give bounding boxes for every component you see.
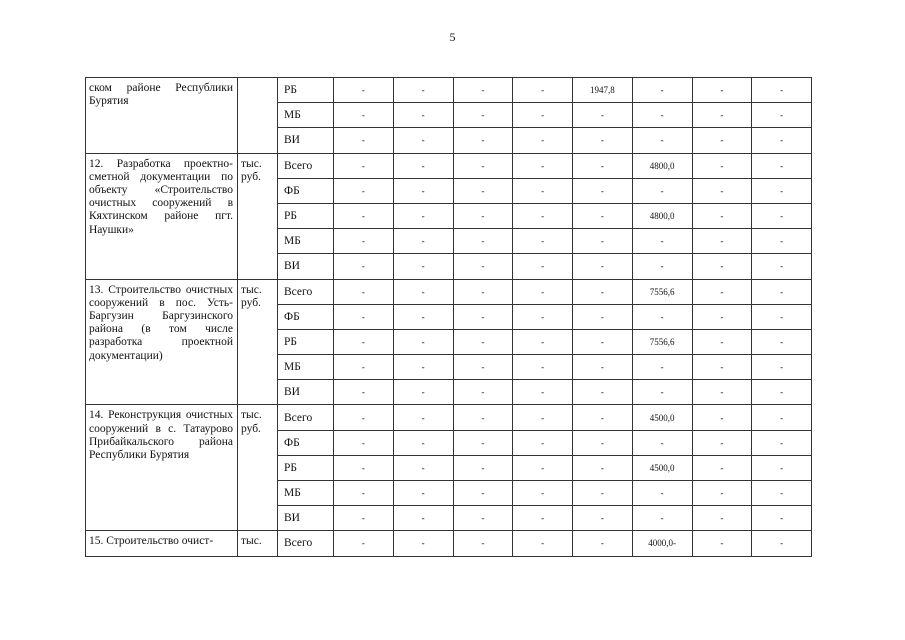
item-name-cell: ском районе Республики Бурятия [86, 78, 238, 154]
value-cell: - [334, 430, 394, 455]
value-cell: - [334, 506, 394, 531]
value-cell: - [393, 254, 453, 279]
funding-source-cell: ФБ [278, 430, 334, 455]
value-cell: - [393, 405, 453, 430]
value-cell: - [692, 531, 752, 556]
value-cell: - [692, 153, 752, 178]
value-cell: - [334, 531, 394, 556]
value-cell: - [632, 103, 692, 128]
value-cell: - [453, 203, 513, 228]
value-cell: - [573, 103, 633, 128]
value-cell: - [393, 279, 453, 304]
value-cell: - [692, 455, 752, 480]
value-cell: - [632, 128, 692, 153]
funding-source-cell: МБ [278, 103, 334, 128]
funding-source-cell: РБ [278, 329, 334, 354]
value-cell: 4500,0 [632, 405, 692, 430]
value-cell: - [692, 103, 752, 128]
unit-cell: тыс. руб. [238, 153, 278, 279]
value-cell: - [393, 506, 453, 531]
value-cell: - [393, 380, 453, 405]
value-cell: - [513, 531, 573, 556]
value-cell: - [752, 153, 812, 178]
value-cell: - [513, 128, 573, 153]
value-cell: - [334, 455, 394, 480]
value-cell: - [393, 430, 453, 455]
value-cell: - [393, 103, 453, 128]
funding-source-cell: ФБ [278, 178, 334, 203]
value-cell: 4500,0 [632, 455, 692, 480]
funding-source-cell: МБ [278, 229, 334, 254]
value-cell: - [752, 355, 812, 380]
value-cell: - [513, 481, 573, 506]
value-cell: - [752, 128, 812, 153]
value-cell: 7556,6 [632, 329, 692, 354]
value-cell: - [334, 128, 394, 153]
value-cell: - [573, 355, 633, 380]
value-cell: - [453, 481, 513, 506]
unit-cell [238, 78, 278, 154]
funding-source-cell: ВИ [278, 254, 334, 279]
value-cell: - [692, 279, 752, 304]
value-cell: - [334, 103, 394, 128]
value-cell: - [513, 254, 573, 279]
value-cell: - [513, 78, 573, 103]
value-cell: - [752, 506, 812, 531]
value-cell: - [513, 203, 573, 228]
value-cell: - [513, 405, 573, 430]
value-cell: - [573, 279, 633, 304]
value-cell: - [393, 78, 453, 103]
value-cell: - [752, 430, 812, 455]
value-cell: - [393, 531, 453, 556]
value-cell: - [573, 178, 633, 203]
funding-source-cell: ВИ [278, 380, 334, 405]
value-cell: - [692, 430, 752, 455]
value-cell: - [573, 203, 633, 228]
value-cell: - [632, 178, 692, 203]
value-cell: - [453, 229, 513, 254]
funding-source-cell: Всего [278, 531, 334, 556]
funding-source-cell: РБ [278, 203, 334, 228]
value-cell: - [393, 455, 453, 480]
value-cell: - [632, 229, 692, 254]
value-cell: - [393, 355, 453, 380]
value-cell: - [752, 229, 812, 254]
value-cell: - [752, 329, 812, 354]
value-cell: - [632, 355, 692, 380]
table-row [86, 78, 812, 103]
value-cell: - [393, 128, 453, 153]
value-cell: - [692, 355, 752, 380]
value-cell: 4800,0 [632, 153, 692, 178]
value-cell: - [692, 78, 752, 103]
item-name-cell: 15. Строительство очист- [86, 531, 238, 556]
value-cell: 7556,6 [632, 279, 692, 304]
value-cell: - [513, 430, 573, 455]
value-cell: - [453, 355, 513, 380]
value-cell: - [513, 153, 573, 178]
value-cell: - [752, 254, 812, 279]
value-cell: - [573, 304, 633, 329]
item-name-cell: 14. Реконструкция очистных сооружений в с. Татаурово Прибайкальского района Республики Бурятия [86, 405, 238, 531]
table-row [86, 279, 812, 304]
unit-cell: тыс. руб. [238, 279, 278, 405]
value-cell: - [453, 506, 513, 531]
value-cell: - [393, 153, 453, 178]
item-name-cell: 13. Строительство очистных сооружений в пос. Усть-Баргузин Баргузинского района (в том числе разработка проектной документации) [86, 279, 238, 405]
table-row [86, 531, 812, 556]
value-cell: - [393, 203, 453, 228]
value-cell: - [513, 380, 573, 405]
value-cell: - [692, 203, 752, 228]
value-cell: - [513, 455, 573, 480]
value-cell: - [752, 78, 812, 103]
value-cell: - [692, 229, 752, 254]
value-cell: - [334, 203, 394, 228]
value-cell: - [752, 380, 812, 405]
value-cell: - [573, 128, 633, 153]
unit-cell: тыс. руб. [238, 405, 278, 531]
value-cell: - [692, 506, 752, 531]
budget-table [85, 77, 812, 557]
value-cell: - [692, 304, 752, 329]
value-cell: 4000,0- [632, 531, 692, 556]
funding-source-cell: РБ [278, 455, 334, 480]
table-row [86, 153, 812, 178]
value-cell: - [513, 178, 573, 203]
value-cell: - [334, 254, 394, 279]
value-cell: - [632, 380, 692, 405]
value-cell: - [334, 279, 394, 304]
value-cell: - [573, 531, 633, 556]
value-cell: - [752, 279, 812, 304]
value-cell: - [573, 254, 633, 279]
value-cell: - [752, 531, 812, 556]
value-cell: - [513, 355, 573, 380]
value-cell: - [453, 405, 513, 430]
value-cell: - [334, 304, 394, 329]
value-cell: - [573, 481, 633, 506]
value-cell: - [453, 329, 513, 354]
item-name-cell: 12. Разработка проектно-сметной документации по объекту «Строительство очистных сооружений в Кяхтинском районе пгт. Наушки» [86, 153, 238, 279]
value-cell: - [453, 103, 513, 128]
value-cell: - [453, 380, 513, 405]
value-cell: - [573, 405, 633, 430]
funding-source-cell: РБ [278, 78, 334, 103]
value-cell: - [692, 481, 752, 506]
value-cell: - [573, 430, 633, 455]
value-cell: - [453, 455, 513, 480]
table-row [86, 405, 812, 430]
funding-source-cell: Всего [278, 405, 334, 430]
value-cell: - [513, 103, 573, 128]
value-cell: - [513, 329, 573, 354]
funding-source-cell: ФБ [278, 304, 334, 329]
value-cell: - [334, 153, 394, 178]
value-cell: - [393, 329, 453, 354]
value-cell: - [453, 153, 513, 178]
value-cell: - [393, 304, 453, 329]
value-cell: - [334, 405, 394, 430]
value-cell: - [453, 128, 513, 153]
value-cell: - [632, 78, 692, 103]
value-cell: - [752, 178, 812, 203]
value-cell: - [573, 506, 633, 531]
value-cell: - [453, 178, 513, 203]
funding-source-cell: ВИ [278, 506, 334, 531]
value-cell: - [453, 531, 513, 556]
value-cell: - [513, 229, 573, 254]
value-cell: - [334, 178, 394, 203]
value-cell: - [573, 455, 633, 480]
value-cell: - [692, 178, 752, 203]
value-cell: - [573, 153, 633, 178]
value-cell: - [393, 229, 453, 254]
value-cell: - [453, 304, 513, 329]
value-cell: 1947,8 [573, 78, 633, 103]
value-cell: - [632, 430, 692, 455]
unit-cell: тыс. [238, 531, 278, 556]
value-cell: - [692, 380, 752, 405]
value-cell: 4800,0 [632, 203, 692, 228]
value-cell: - [393, 178, 453, 203]
value-cell: - [632, 254, 692, 279]
value-cell: - [692, 128, 752, 153]
value-cell: - [692, 329, 752, 354]
value-cell: - [453, 430, 513, 455]
value-cell: - [334, 229, 394, 254]
funding-source-cell: МБ [278, 355, 334, 380]
value-cell: - [632, 481, 692, 506]
value-cell: - [334, 355, 394, 380]
value-cell: - [393, 481, 453, 506]
value-cell: - [632, 506, 692, 531]
value-cell: - [573, 329, 633, 354]
value-cell: - [513, 506, 573, 531]
value-cell: - [752, 455, 812, 480]
value-cell: - [334, 380, 394, 405]
funding-source-cell: Всего [278, 279, 334, 304]
value-cell: - [752, 203, 812, 228]
value-cell: - [752, 405, 812, 430]
value-cell: - [513, 304, 573, 329]
funding-source-cell: ВИ [278, 128, 334, 153]
page-number: 5 [449, 30, 456, 44]
value-cell: - [573, 380, 633, 405]
value-cell: - [692, 405, 752, 430]
value-cell: - [752, 304, 812, 329]
value-cell: - [334, 78, 394, 103]
value-cell: - [334, 329, 394, 354]
value-cell: - [513, 279, 573, 304]
value-cell: - [692, 254, 752, 279]
value-cell: - [752, 103, 812, 128]
value-cell: - [632, 304, 692, 329]
funding-source-cell: МБ [278, 481, 334, 506]
value-cell: - [453, 279, 513, 304]
funding-source-cell: Всего [278, 153, 334, 178]
value-cell: - [453, 78, 513, 103]
value-cell: - [752, 481, 812, 506]
value-cell: - [573, 229, 633, 254]
value-cell: - [453, 254, 513, 279]
value-cell: - [334, 481, 394, 506]
